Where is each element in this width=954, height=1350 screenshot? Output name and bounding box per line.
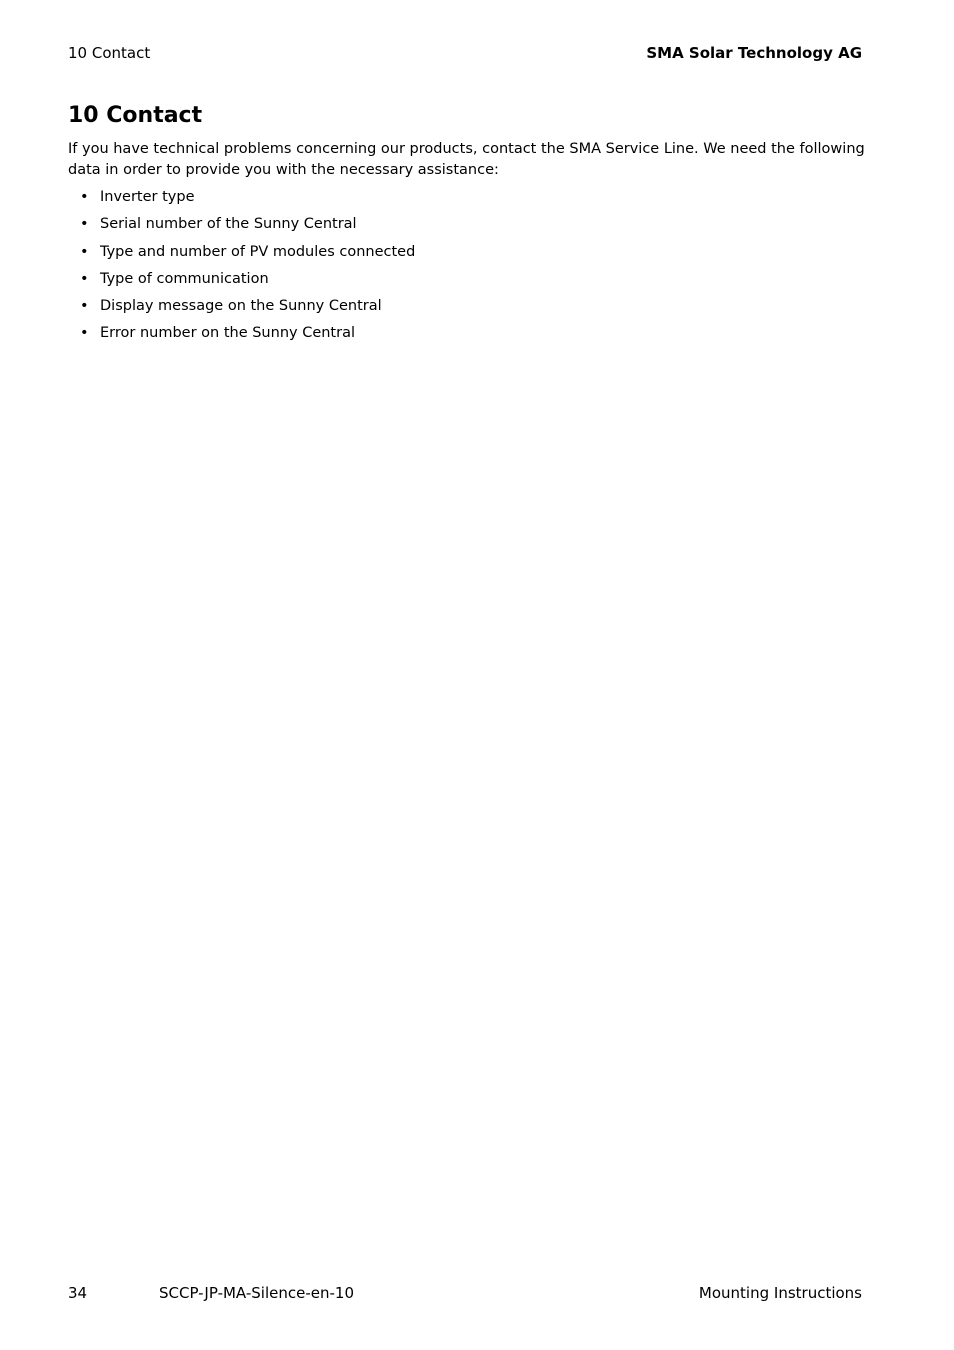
bullet-icon: •: [80, 270, 89, 287]
list-item-text: Type and number of PV modules connected: [100, 243, 416, 260]
bullet-icon: •: [80, 216, 89, 233]
list-item-text: Serial number of the Sunny Central: [100, 216, 357, 233]
section-title: 10 Contact: [68, 103, 203, 128]
list-item-text: Display message on the Sunny Central: [100, 298, 382, 315]
list-item-text: Error number on the Sunny Central: [100, 325, 355, 342]
footer-page-number: 34: [68, 1284, 88, 1302]
list-item-text: Inverter type: [100, 189, 195, 205]
list-item: [68, 268, 415, 295]
bullet-icon: •: [80, 189, 89, 205]
list-item: [68, 186, 415, 213]
required-data-list: [68, 186, 415, 350]
list-item: [68, 322, 415, 349]
list-item: [68, 241, 415, 268]
list-item-text: Type of communication: [100, 270, 269, 287]
intro-paragraph: If you have technical problems concerning our products, contact the SMA Service Line. We need the following data in order to provide you with the necessary assistance:: [68, 141, 865, 178]
header-section-label: 10 Contact: [68, 44, 151, 62]
list-item: [68, 295, 415, 322]
list-item: [68, 213, 415, 240]
bullet-icon: •: [80, 243, 89, 260]
header-company-name: SMA Solar Technology AG: [646, 44, 862, 62]
footer-document-type: Mounting Instructions: [698, 1284, 862, 1302]
footer-document-id: SCCP-JP-MA-Silence-en-10: [159, 1284, 354, 1302]
bullet-icon: •: [80, 298, 89, 315]
bullet-icon: •: [80, 325, 89, 342]
